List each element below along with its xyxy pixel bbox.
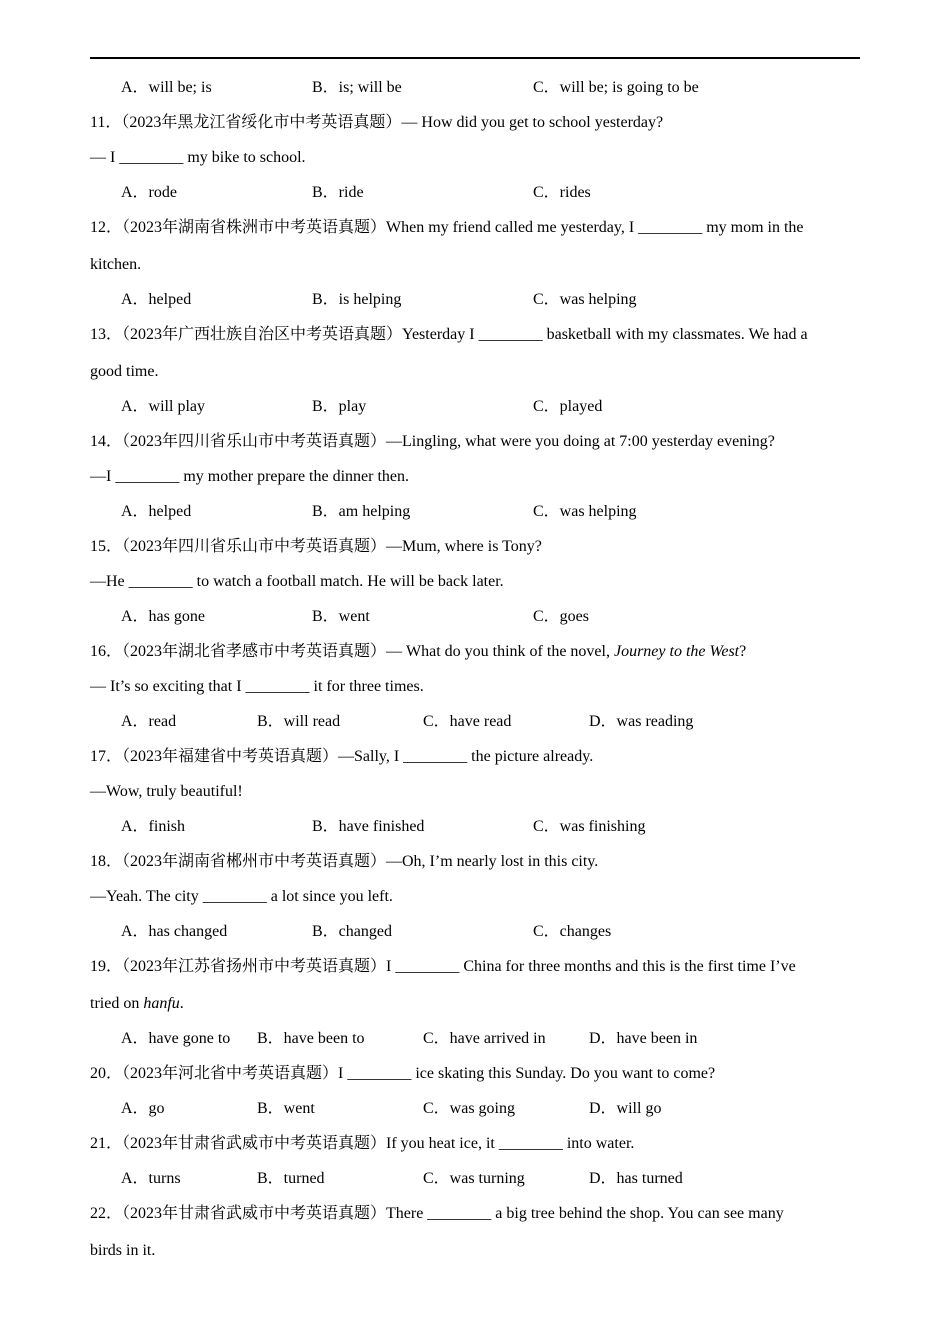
q22-stem: 22．（2023年甘肃省武威市中考英语真题）There ________ a big tree behind the shop. You can see many	[90, 1205, 784, 1222]
q19-stem: 19．（2023年江苏省扬州市中考英语真题）I ________ China for three months and this is the first time I’ve	[90, 958, 796, 975]
q11-option-a: A．rode	[121, 184, 177, 201]
q11-stem: 11．（2023年黑龙江省绥化市中考英语真题）— How did you get to school yesterday?	[90, 114, 664, 131]
q14-stem: 14．（2023年四川省乐山市中考英语真题）—Lingling, what were you doing at 7:00 yesterday evening?	[90, 433, 775, 450]
q10-option-c: C．will be; is going to be	[533, 79, 699, 96]
q16-line2: — It’s so exciting that I ________ it for three times.	[90, 678, 424, 695]
q18-line2: —Yeah. The city ________ a lot since you left.	[90, 888, 393, 905]
q20-option-c: C．was going	[423, 1100, 516, 1117]
q16-option-b: B．will read	[257, 713, 341, 730]
q19-option-b: B．have been to	[257, 1030, 365, 1047]
q22-line2: birds in it.	[90, 1242, 156, 1259]
header-rule	[90, 57, 860, 59]
q11-line2: — I ________ my bike to school.	[90, 149, 306, 166]
q21-option-d: D．has turned	[589, 1170, 683, 1187]
q19-option-d: D．have been in	[589, 1030, 698, 1047]
q17-line2: —Wow, truly beautiful!	[90, 783, 243, 800]
q21-option-a: A．turns	[121, 1170, 181, 1187]
q11-option-c: C．rides	[533, 184, 591, 201]
q15-option-a: A．has gone	[121, 608, 205, 625]
q21-option-c: C．was turning	[423, 1170, 525, 1187]
q10-option-a: A．will be; is	[121, 79, 212, 96]
q18-option-b: B．changed	[312, 923, 392, 940]
q20-option-d: D．will go	[589, 1100, 662, 1117]
q21-stem: 21．（2023年甘肃省武威市中考英语真题）If you heat ice, it ________ into water.	[90, 1135, 635, 1152]
q17-option-c: C．was finishing	[533, 818, 646, 835]
q16-novel-title: Journey to the West	[613, 643, 740, 660]
q20-option-b: B．went	[257, 1100, 315, 1117]
q16-option-d: D．was reading	[589, 713, 694, 730]
q14-option-a: A．helped	[121, 503, 192, 520]
q14-line2: —I ________ my mother prepare the dinner then.	[90, 468, 410, 485]
q12-line2: kitchen.	[90, 256, 142, 273]
q13-option-b: B．play	[312, 398, 367, 415]
q15-stem: 15．（2023年四川省乐山市中考英语真题）—Mum, where is Tony?	[90, 538, 542, 555]
q15-option-b: B．went	[312, 608, 370, 625]
q19-line2: tried on hanfu.	[90, 995, 184, 1012]
q19-hanfu-word: hanfu	[143, 995, 180, 1012]
q20-stem: 20．（2023年河北省中考英语真题）I ________ ice skating this Sunday. Do you want to come?	[90, 1065, 716, 1082]
q20-option-a: A．go	[121, 1100, 165, 1117]
q14-option-c: C．was helping	[533, 503, 637, 520]
q15-line2: —He ________ to watch a football match. He will be back later.	[90, 573, 504, 590]
q17-option-b: B．have finished	[312, 818, 425, 835]
q18-stem: 18．（2023年湖南省郴州市中考英语真题）—Oh, I’m nearly lost in this city.	[90, 853, 599, 870]
q19-option-a: A．have gone to	[121, 1030, 231, 1047]
q17-stem: 17．（2023年福建省中考英语真题）—Sally, I ________ the picture already.	[90, 748, 594, 765]
q12-stem: 12．（2023年湖南省株洲市中考英语真题）When my friend called me yesterday, I ________ my mom in the	[90, 219, 804, 236]
q14-option-b: B．am helping	[312, 503, 411, 520]
q17-option-a: A．finish	[121, 818, 186, 835]
q12-option-a: A．helped	[121, 291, 192, 308]
q21-option-b: B．turned	[257, 1170, 325, 1187]
q13-stem: 13．（2023年广西壮族自治区中考英语真题）Yesterday I ________ basketball with my classmates. We had a	[90, 326, 808, 343]
q18-option-c: C．changes	[533, 923, 612, 940]
q11-option-b: B．ride	[312, 184, 364, 201]
q16-option-a: A．read	[121, 713, 177, 730]
q16-option-c: C．have read	[423, 713, 512, 730]
q12-option-c: C．was helping	[533, 291, 637, 308]
q18-option-a: A．has changed	[121, 923, 228, 940]
q10-option-b: B．is; will be	[312, 79, 402, 96]
q12-option-b: B．is helping	[312, 291, 402, 308]
q13-option-c: C．played	[533, 398, 603, 415]
q13-option-a: A．will play	[121, 398, 205, 415]
q15-option-c: C．goes	[533, 608, 590, 625]
q19-option-c: C．have arrived in	[423, 1030, 546, 1047]
q16-stem: 16．（2023年湖北省孝感市中考英语真题）— What do you think of the novel, Journey to the West?	[90, 643, 747, 660]
q13-line2: good time.	[90, 363, 159, 380]
